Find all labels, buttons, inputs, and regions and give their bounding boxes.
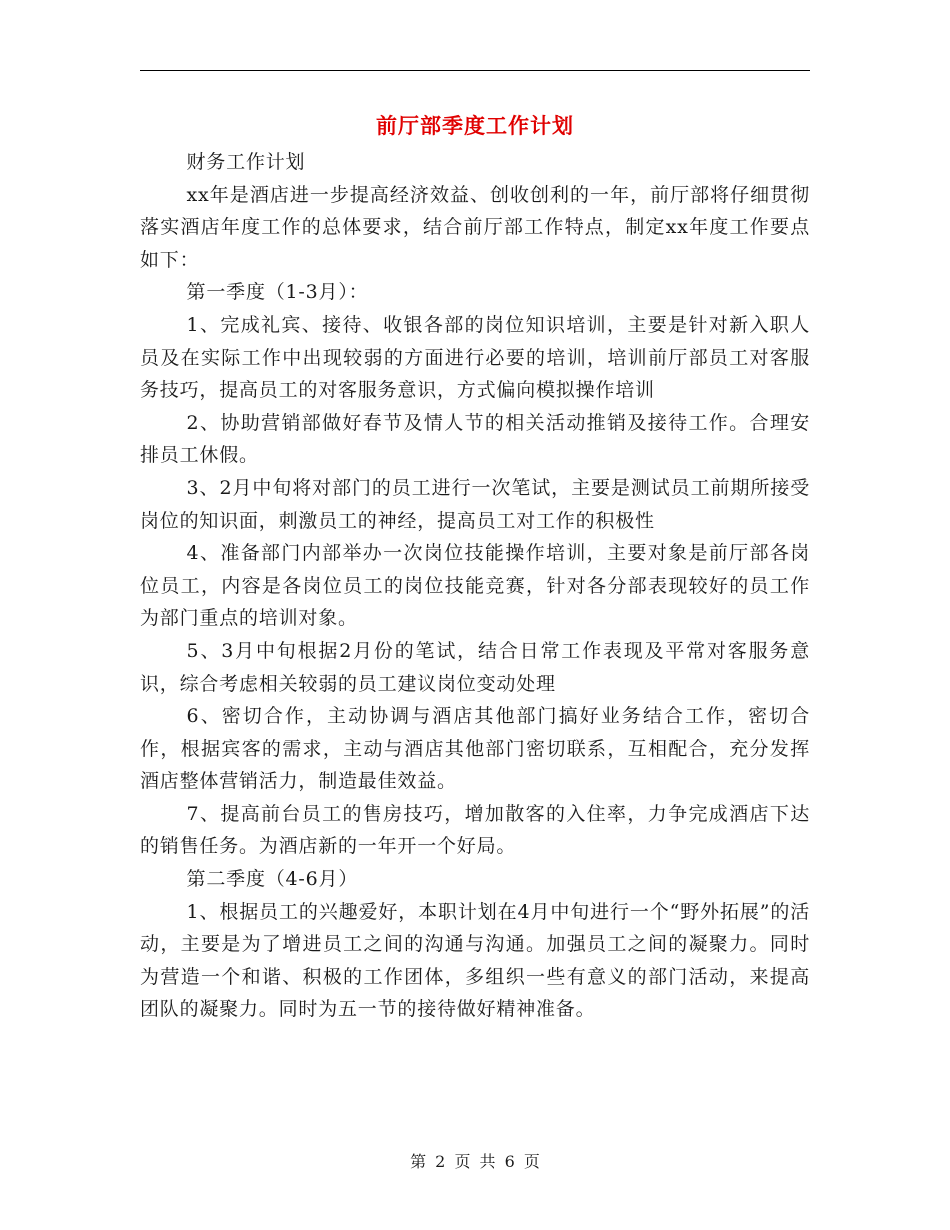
list-item: 1、完成礼宾、接待、收银各部的岗位知识培训，主要是针对新入职人员及在实际工作中出现较弱的方面进行必要的培训，培训前厅部员工对客服务技巧，提高员工的对客服务意识，方式偏向模拟操作培训 [140, 313, 810, 402]
page-title: 前厅部季度工作计划 [376, 113, 574, 138]
list-item: 6、密切合作，主动协调与酒店其他部门搞好业务结合工作，密切合作，根据宾客的需求，主动与酒店其他部门密切联系，互相配合，充分发挥酒店整体营销活力，制造最佳效益。 [140, 705, 810, 793]
section-heading-q1: 第一季度（1-3月）： [186, 281, 369, 304]
list-item: 3、2月中旬将对部门的员工进行一次笔试，主要是测试员工前期所接受岗位的知识面，刺激员工的神经，提高员工对工作的积极性 [140, 476, 810, 532]
list-item: 4、准备部门内部举办一次岗位技能操作培训，主要对象是前厅部各岗位员工，内容是各岗位员工的岗位技能竞赛，针对各分部表现较好的员工作为部门重点的培训对象。 [140, 542, 810, 630]
list-item: 5、3月中旬根据2月份的笔试，结合日常工作表现及平常对客服务意识，综合考虑相关较弱的员工建议岗位变动处理 [140, 639, 810, 695]
document-body [140, 146, 810, 1026]
paragraph-subtitle: 财务工作计划 [186, 151, 306, 173]
list-item: 7、提高前台员工的售房技巧，增加散客的入住率，力争完成酒店下达的销售任务。为酒店新的一年开一个好局。 [140, 802, 810, 858]
list-item: 1、根据员工的兴趣爱好，本职计划在4月中旬进行一个“野外拓展”的活动，主要是为了增进员工之间的沟通与沟通。加强员工之间的凝聚力。同时为营造一个和谐、积极的工作团体，多组织一些有意义的部门活动，来提高团队的凝聚力。同时为五一节的接待做好精神准备。 [140, 900, 810, 1021]
header-rule [140, 70, 810, 71]
list-item: 2、协助营销部做好春节及情人节的相关活动推销及接待工作。合理安排员工休假。 [140, 411, 810, 467]
paragraph-intro: xx年是酒店进一步提高经济效益、创收创利的一年，前厅部将仔细贯彻落实酒店年度工作的总体要求，结合前厅部工作特点，制定xx年度工作要点如下： [140, 183, 810, 271]
section-heading-q2: 第二季度（4-6月） [186, 868, 359, 891]
page-number: 第 2 页 共 6 页 [410, 1152, 540, 1171]
